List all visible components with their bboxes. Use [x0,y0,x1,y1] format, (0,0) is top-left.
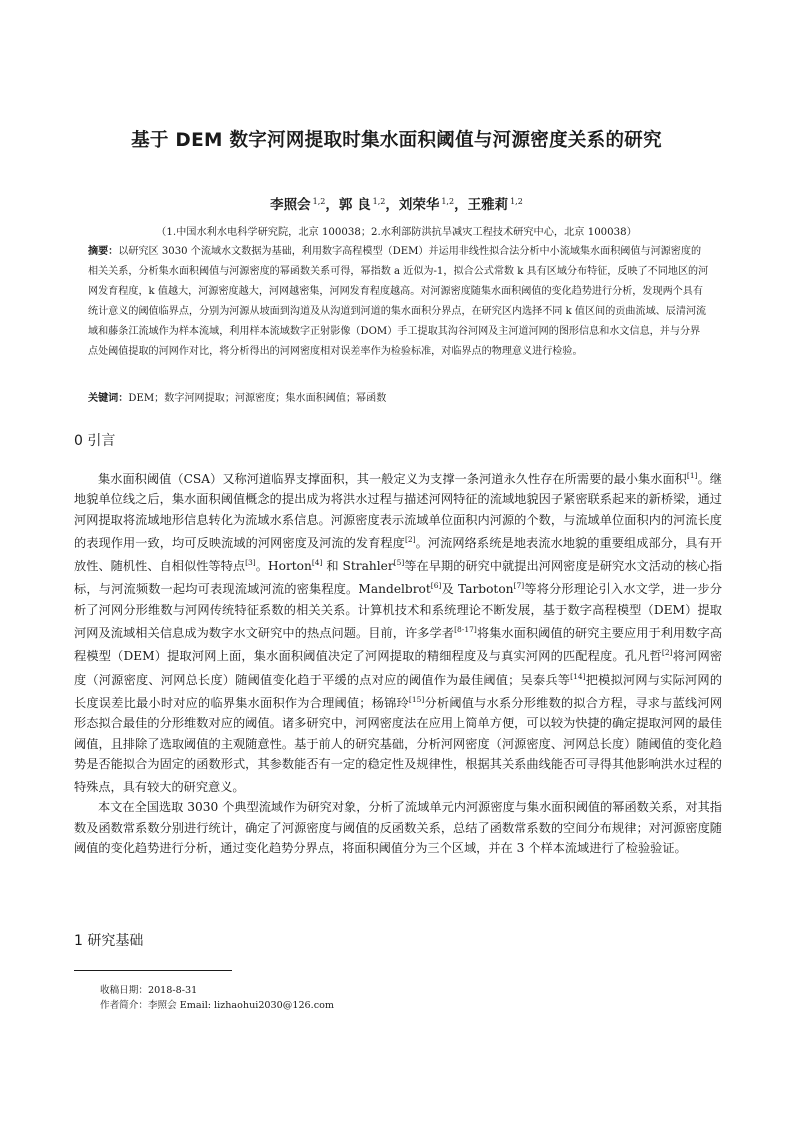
body-text: 分析阈值与水系分形维数的拟合方程，寻求与蓝线河网形态拟合最佳的分形维数对应的阈值。诸多研究中，河网密度法在应用上简单方便，可以较为快捷的确定提取河网的最佳阈值，且排除了选取阈值的主观随意性。基于前人的研究基础，分析河网密度（河源密度、河网总长度）随阈值的变化趋势是否能拟合为固定的函数形式，其参数能否有一定的稳定性及规律性，根据其关系曲线能否可寻得其他影响洪水过程的特殊点，具有较大的研究意义。 [74,695,723,795]
author-affiliation-mark: 1,2 [312,197,326,206]
body-text: 将集水面积阈值的研究主要应用于利用数字高程模型（DEM）提取河网上面，集水面积阈值决定了河网提取的精细程度及与真实河网的匹配程度。孔凡哲 [74,626,723,664]
body-paragraph: 本文在全国选取 3030 个典型流域作为研究对象，分析了流域单元内河源密度与集水面积阈值的幂函数关系，对其指数及函数常系数分别进行统计，确定了河源密度与阈值的反函数关系，总结了函数常系数的空间分布规律；对河源密度随阈值的变化趋势进行分析，通过变化趋势分界点，将面积阈值分为三个区域，并在 3 个样本流域进行了检验验证。 [74,800,722,856]
body-text: 等将分形理论引入水文学，进一步分析了河网分形维数与河网传统特征系数的相关关系。计算机技术和系统理论不断发展，基于数字高程模型（DEM）提取河网及流域相关信息成为数字水文研究中的热点问题。目前，许多学者 [74,582,723,641]
keywords-label: 关键词： [88,393,129,404]
citation-mark: [15] [408,694,425,704]
paper-title: 基于 DEM 数字河网提取时集水面积阈值与河源密度关系的研究 [131,130,662,151]
abstract-label: 摘要： [88,246,119,257]
citation-mark: [2] [661,648,673,658]
author-list [0,193,793,213]
citation-mark: [3] [245,558,256,568]
citation-mark: [1] [686,471,698,480]
body-text: 集水面积阈值（CSA）又称河道临界支撑面积，其一般定义为支撑一条河道永久性存在所需要的最小集水面积 [98,472,687,486]
body-text: 等在早期的研究中就提出河网密度是研究水文活动的核心指标，与河流频数一起均可表现流域河流的密集程度。Mandelbrot [74,559,723,597]
body-text: 和 Strahler [322,559,394,574]
body-text: 。河流网络系统是地表流水地貌的重要组成部分，具有开放性、随机性、自相似性等特点 [74,535,723,574]
section-heading-research-basis: 1 研究基础 [74,933,144,949]
author-separator: ， [454,197,468,213]
citation-mark: [7] [513,581,525,591]
keywords-text: DEM；数字河网提取；河源密度；集水面积阈值；幂函数 [128,393,387,404]
body-text: 及 Tarboton [441,582,514,597]
author-separator: ， [385,197,399,213]
footnote-divider [74,970,232,971]
author-affiliation-mark: 1,2 [510,197,523,206]
footnote-author-intro: 作者简介：李照会 Email: lizhaohui2030@126.com [100,1000,334,1011]
body-paragraph [74,466,722,797]
author-affiliation-mark: 1,2 [372,197,386,206]
footnote-received-date: 收稿日期：2018-8-31 [100,985,198,996]
citation-mark: [2] [404,534,416,544]
author-name: 郭 良 [338,197,371,213]
body-text: 把模拟河网与实际河网的长度误差比最小时对应的临界集水面积作为合理阈值；杨锦玲 [74,672,723,710]
author-separator: ， [325,197,339,213]
citation-mark: [8-17] [454,625,477,635]
author-name: 王雅莉 [467,197,509,213]
citation-mark: [4] [311,558,323,568]
introduction-body [74,466,722,858]
author-name: 李照会 [270,197,311,213]
body-text: 。Horton [255,559,312,574]
body-text: 。继地貌单位线之后，集水面积阈值概念的提出成为将洪水过程与描述河网特征的流域地貌因子紧密联系起来的新桥梁，通过河网提取将流域地形信息转化为流域水系信息。河源密度表示流域单位面积内河源的个数，与流域单位面积内的河流长度的表现作用一致，均可反映流域的河网密度及河流的发育程度 [74,472,722,550]
author-name: 刘荣华 [398,197,440,213]
citation-mark: [5] [393,558,405,568]
section-heading-introduction: 0 引言 [74,433,116,449]
body-text: 将河网密度（河源密度、河网总长度）随阈值变化趋于平缓的点对应的阈值作为最佳阈值；吴泰兵等 [74,649,723,687]
affiliation: （1.中国水利水电科学研究院，北京 100038；2.水利部防洪抗旱减灾工程技术研究中心，北京 100038） [156,227,637,238]
author-affiliation-mark: 1,2 [441,197,455,206]
citation-mark: [14] [570,671,586,681]
keywords [88,389,710,409]
abstract-text: 以研究区 3030 个流域水文数据为基础，利用数字高程模型（DEM）并运用非线性拟合法分析中小流域集水面积阈值与河源密度的相关关系，分析集水面积阈值与河源密度的幂函数关系可得，幂指数 a 近似为-1，拟合公式常数 k 具有区域分布特征，反映了不同地区的河网发育程度，k 值越大，河源密度越大，河网越密集，河网发育程度越高。对河源密度随集水面积阈值的变化趋势进行分析，发现两个具有统计意义的阈值临界点，分别为河源从坡面到沟道及从沟道到河道的集水面积分界点，在研究区内选择不同 k 值区间的贡曲流域、辰清河流域和藤条江流域作为样本流域，利用样本流域数字正射影像（DOM）手工提取其沟谷河网及主河道河网的图形信息和水文信息，并与分界点处阈值提取的河网作对比，将分析得出的河网密度相对误差率作为检验标准，对临界点的物理意义进行检验。 [88,246,709,357]
citation-mark: [6] [430,581,442,591]
abstract [88,242,710,362]
